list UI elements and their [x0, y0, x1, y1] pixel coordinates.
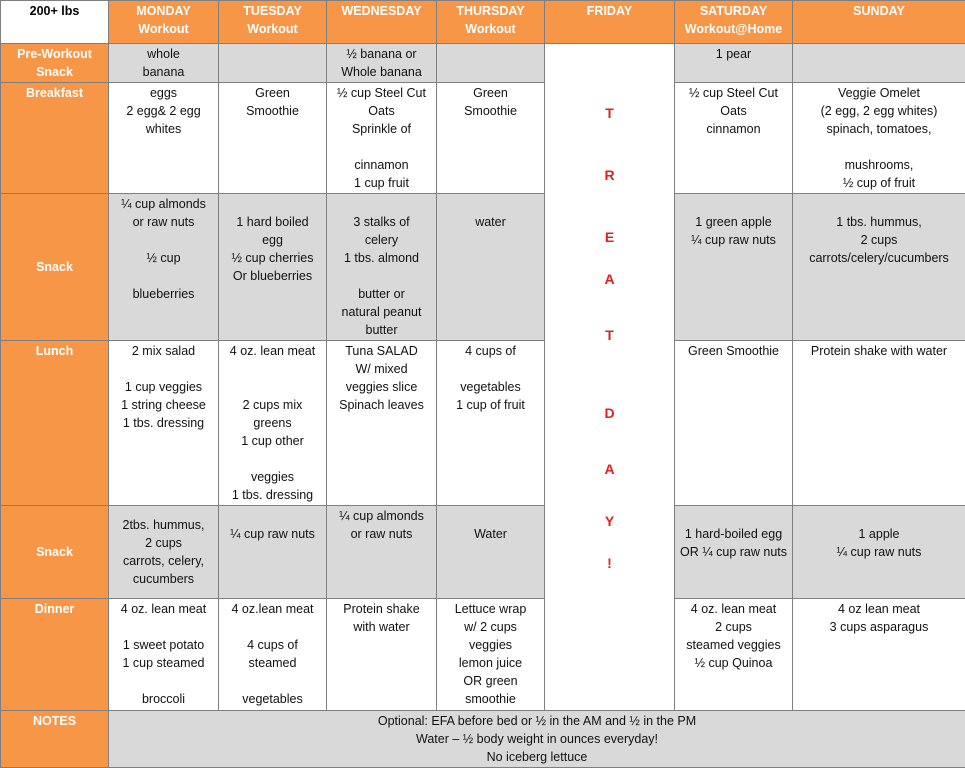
- notes-text: Optional: EFA before bed or ½ in the AM and ½ in the PM Water – ½ body weight in ounces everyday! No iceberg lettuce: [109, 711, 965, 768]
- day-header-sunday: SUNDAY: [793, 1, 965, 44]
- day-header-friday: FRIDAY: [545, 1, 675, 44]
- meal-cell-tuesday: [219, 44, 327, 83]
- meal-cell-wednesday: ¼ cup almonds or raw nuts: [327, 506, 437, 599]
- meal-cell-tuesday: ¼ cup raw nuts: [219, 506, 327, 599]
- treat-day-column: [545, 44, 675, 711]
- meal-cell-saturday: ½ cup Steel Cut Oats cinnamon: [675, 83, 793, 194]
- row-label: Pre-Workout Snack: [1, 44, 109, 83]
- meal-cell-saturday: 1 green apple ¼ cup raw nuts: [675, 194, 793, 341]
- treat-letter: T: [545, 104, 674, 122]
- meal-cell-monday: ¼ cup almonds or raw nuts ½ cup blueberries: [109, 194, 219, 341]
- row-breakfast: [1, 83, 965, 194]
- meal-cell-sunday: Protein shake with water: [793, 341, 965, 506]
- meal-cell-sunday: [793, 44, 965, 83]
- meal-cell-wednesday: Tuna SALAD W/ mixed veggies slice Spinach leaves: [327, 341, 437, 506]
- notes-label: NOTES: [1, 711, 109, 768]
- day-header-monday: MONDAY Workout: [109, 1, 219, 44]
- row-label: Dinner: [1, 599, 109, 711]
- meal-cell-tuesday: 4 oz.lean meat 4 cups of steamed vegetables: [219, 599, 327, 711]
- meal-cell-tuesday: 4 oz. lean meat 2 cups mix greens 1 cup other veggies 1 tbs. dressing: [219, 341, 327, 506]
- meal-cell-wednesday: 3 stalks of celery 1 tbs. almond butter or natural peanut butter: [327, 194, 437, 341]
- meal-cell-monday: 2tbs. hummus, 2 cups carrots, celery, cucumbers: [109, 506, 219, 599]
- meal-cell-thursday: water: [437, 194, 545, 341]
- meal-cell-monday: 4 oz. lean meat 1 sweet potato 1 cup steamed broccoli: [109, 599, 219, 711]
- meal-cell-thursday: Green Smoothie: [437, 83, 545, 194]
- meal-cell-thursday: 4 cups of vegetables 1 cup of fruit: [437, 341, 545, 506]
- meal-cell-thursday: Water: [437, 506, 545, 599]
- row-dinner: [1, 599, 965, 711]
- row-label: Breakfast: [1, 83, 109, 194]
- row-label: Lunch: [1, 341, 109, 506]
- meal-cell-thursday: [437, 44, 545, 83]
- row-notes: [1, 711, 965, 768]
- meal-cell-tuesday: 1 hard boiled egg ½ cup cherries Or blueberries: [219, 194, 327, 341]
- treat-letter: Y: [545, 512, 674, 530]
- weight-category-label: 200+ lbs: [1, 1, 109, 44]
- treat-letter: A: [545, 270, 674, 288]
- meal-cell-saturday: Green Smoothie: [675, 341, 793, 506]
- meal-cell-wednesday: ½ banana or Whole banana: [327, 44, 437, 83]
- meal-cell-wednesday: ½ cup Steel Cut Oats Sprinkle of cinnamon 1 cup fruit: [327, 83, 437, 194]
- meal-cell-monday: whole banana: [109, 44, 219, 83]
- treat-letter: R: [545, 166, 674, 184]
- day-header-tuesday: TUESDAY Workout: [219, 1, 327, 44]
- row-label: Snack: [1, 194, 109, 341]
- header-row: [1, 1, 965, 44]
- row-morning-snack: [1, 194, 965, 341]
- treat-letter: T: [545, 326, 674, 344]
- meal-cell-saturday: 1 pear: [675, 44, 793, 83]
- meal-cell-tuesday: Green Smoothie: [219, 83, 327, 194]
- meal-cell-sunday: 1 apple ¼ cup raw nuts: [793, 506, 965, 599]
- row-pre-workout-snack: [1, 44, 965, 83]
- row-afternoon-snack: [1, 506, 965, 599]
- meal-cell-saturday: 1 hard-boiled egg OR ¼ cup raw nuts: [675, 506, 793, 599]
- day-header-wednesday: WEDNESDAY: [327, 1, 437, 44]
- meal-cell-sunday: 1 tbs. hummus, 2 cups carrots/celery/cucumbers: [793, 194, 965, 341]
- row-label: Snack: [1, 506, 109, 599]
- meal-cell-sunday: Veggie Omelet (2 egg, 2 egg whites) spinach, tomatoes, mushrooms, ½ cup of fruit: [793, 83, 965, 194]
- meal-cell-wednesday: Protein shake with water: [327, 599, 437, 711]
- treat-letter: A: [545, 460, 674, 478]
- treat-letter: !: [545, 554, 674, 572]
- treat-letter: E: [545, 228, 674, 246]
- day-header-thursday: THURSDAY Workout: [437, 1, 545, 44]
- meal-cell-monday: eggs 2 egg& 2 egg whites: [109, 83, 219, 194]
- meal-cell-monday: 2 mix salad 1 cup veggies 1 string cheese 1 tbs. dressing: [109, 341, 219, 506]
- meal-cell-sunday: 4 oz lean meat 3 cups asparagus: [793, 599, 965, 711]
- meal-cell-thursday: Lettuce wrap w/ 2 cups veggies lemon juice OR green smoothie: [437, 599, 545, 711]
- row-lunch: [1, 341, 965, 506]
- treat-letter: D: [545, 404, 674, 422]
- meal-cell-saturday: 4 oz. lean meat 2 cups steamed veggies ½ cup Quinoa: [675, 599, 793, 711]
- day-header-saturday: SATURDAY Workout@Home: [675, 1, 793, 44]
